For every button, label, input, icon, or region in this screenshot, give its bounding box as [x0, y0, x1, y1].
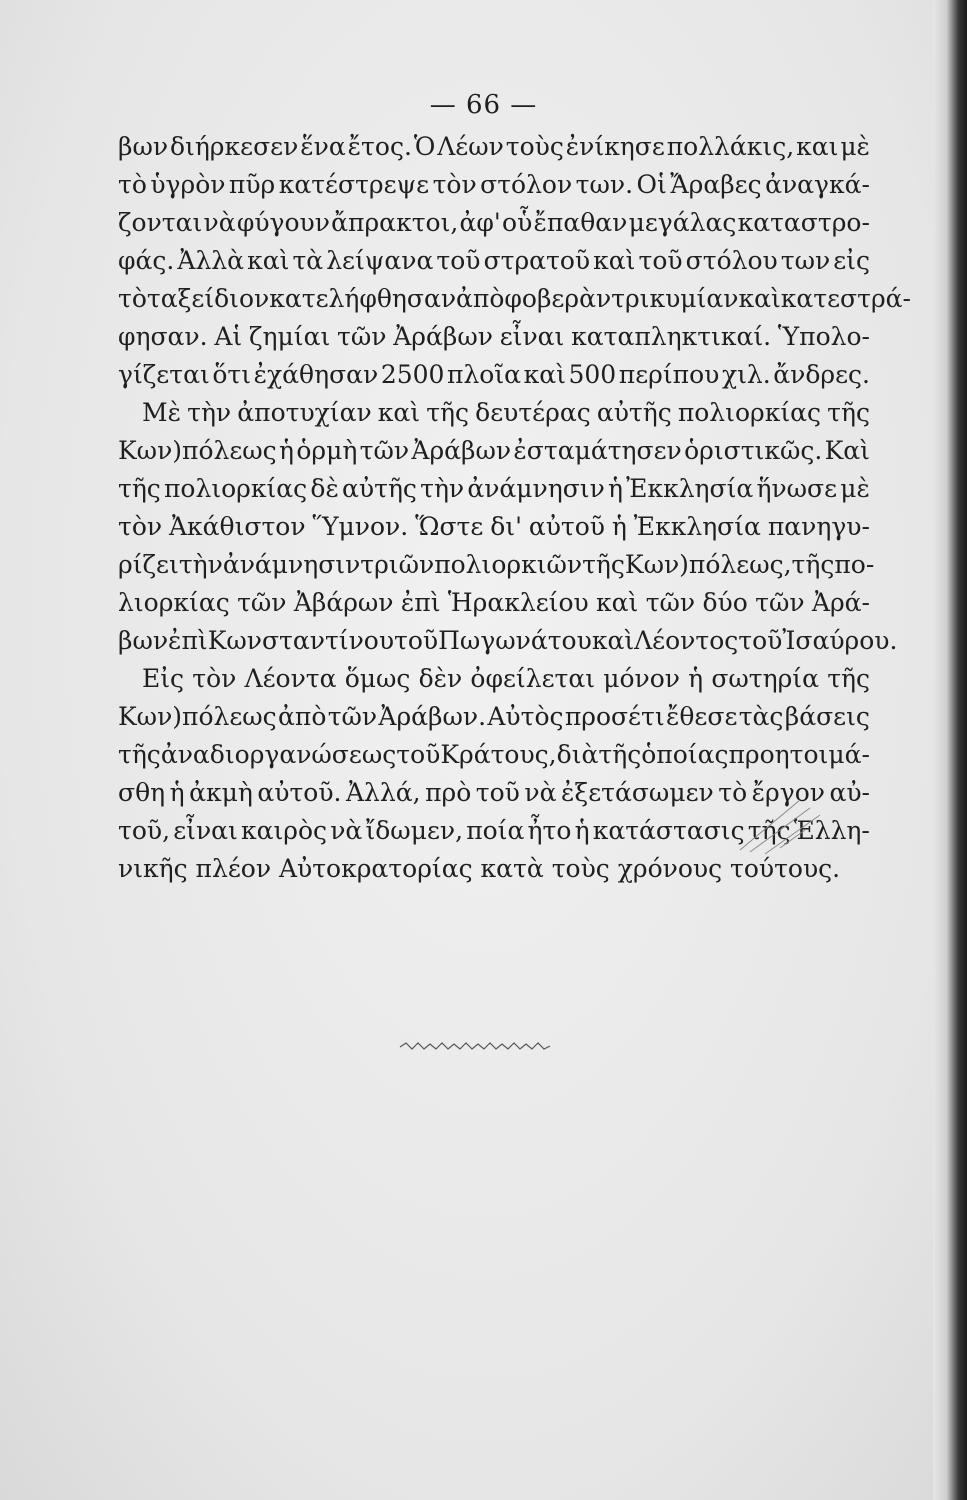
text-line: λιορκίας τῶν Ἀβάρων ἐπὶ Ἡρακλείου καὶ τῶν δύο τῶν Ἀρά- [118, 588, 870, 617]
text-line: τῆς πολιορκίας δὲ αὐτῆς τὴν ἀνάμνησιν ἡ Ἐκκλησία ἥνωσε μὲ [118, 474, 870, 503]
page-number: — 66 — [429, 90, 538, 120]
text-line: τοῦ, εἶναι καιρὸς νὰ ἴδωμεν, ποία ἦτο ἡ κατάστασις τῆς Ἑλλη- [118, 816, 870, 845]
text-line: νικῆς πλέον Αὐτοκρατορίας κατὰ τοὺς χρόνους τούτους. [118, 854, 841, 883]
text-line: βων ἐπὶ Κωνσταντίνου τοῦ Πωγωνάτου καὶ Λέοντος τοῦ Ἰσαύρου. [118, 626, 898, 655]
text-line: ζονται νὰ φύγουν ἄπρακτοι, ἀφ' οὗ ἔπαθαν μεγάλας καταστρο- [118, 208, 870, 237]
body-text [118, 128, 911, 888]
text-line: Εἰς τὸν Λέοντα ὅμως δὲν ὀφείλεται μόνον ἡ σωτηρία τῆς [142, 664, 870, 693]
text-line: τῆς ἀναδιοργανώσεως τοῦ Κράτους, διὰ τῆς ὁποίας προητοιμά- [118, 740, 870, 769]
ornamental-rule-icon [400, 1040, 550, 1054]
text-line: βων διήρκεσεν ἕνα ἔτος. Ὁ Λέων τοὺς ἐνίκησε πολλάκις, και μὲ [118, 132, 870, 161]
text-line: ρίζει τὴν ἀνάμνησιν τριῶν πολιορκιῶν τῆς Κων)πόλεως, τῆς πο- [118, 550, 875, 579]
text-line: τὸ ὑγρὸν πῦρ κατέστρεψε τὸν στόλον των. Οἱ Ἄραβες ἀναγκά- [118, 170, 870, 199]
pencil-mark [730, 790, 840, 860]
text-line: σθη ἡ ἀκμὴ αὐτοῦ. Ἀλλά, πρὸ τοῦ νὰ ἐξετάσωμεν τὸ ἔργον αὐ- [118, 778, 870, 807]
text-line: Κων)πόλεως ἀπὸ τῶν Ἀράβων. Αὐτὸς προσέτι ἔθεσε τὰς βάσεις [118, 702, 870, 731]
page-edge-shadow [933, 0, 967, 1500]
text-line: τὸν Ἀκάθιστον Ὕμνον. Ὥστε δι' αὐτοῦ ἡ Ἐκκλησία πανηγυ- [118, 512, 870, 541]
text-line: φάς. Ἀλλὰ καὶ τὰ λείψανα τοῦ στρατοῦ καὶ τοῦ στόλου των εἰς [118, 246, 870, 275]
text-line: Μὲ τὴν ἀποτυχίαν καὶ τῆς δευτέρας αὐτῆς πολιορκίας τῆς [142, 398, 870, 427]
text-line: φησαν. Αἱ ζημίαι τῶν Ἀράβων εἶναι καταπληκτικαί. Ὑπολο- [118, 322, 870, 351]
text-line: τὸ ταξείδιον κατελήφθησαν ἀπὸ φοβερὰν τρικυμίαν καὶ κατεστρά- [118, 284, 911, 313]
text-line: γίζεται ὅτι ἐχάθησαν 2500 πλοῖα καὶ 500 περίπου χιλ. ἄνδρες. [118, 360, 870, 389]
text-line: Κων)πόλεως ἡ ὁρμὴ τῶν Ἀράβων ἐσταμάτησεν ὁριστικῶς. Καὶ [118, 436, 870, 465]
